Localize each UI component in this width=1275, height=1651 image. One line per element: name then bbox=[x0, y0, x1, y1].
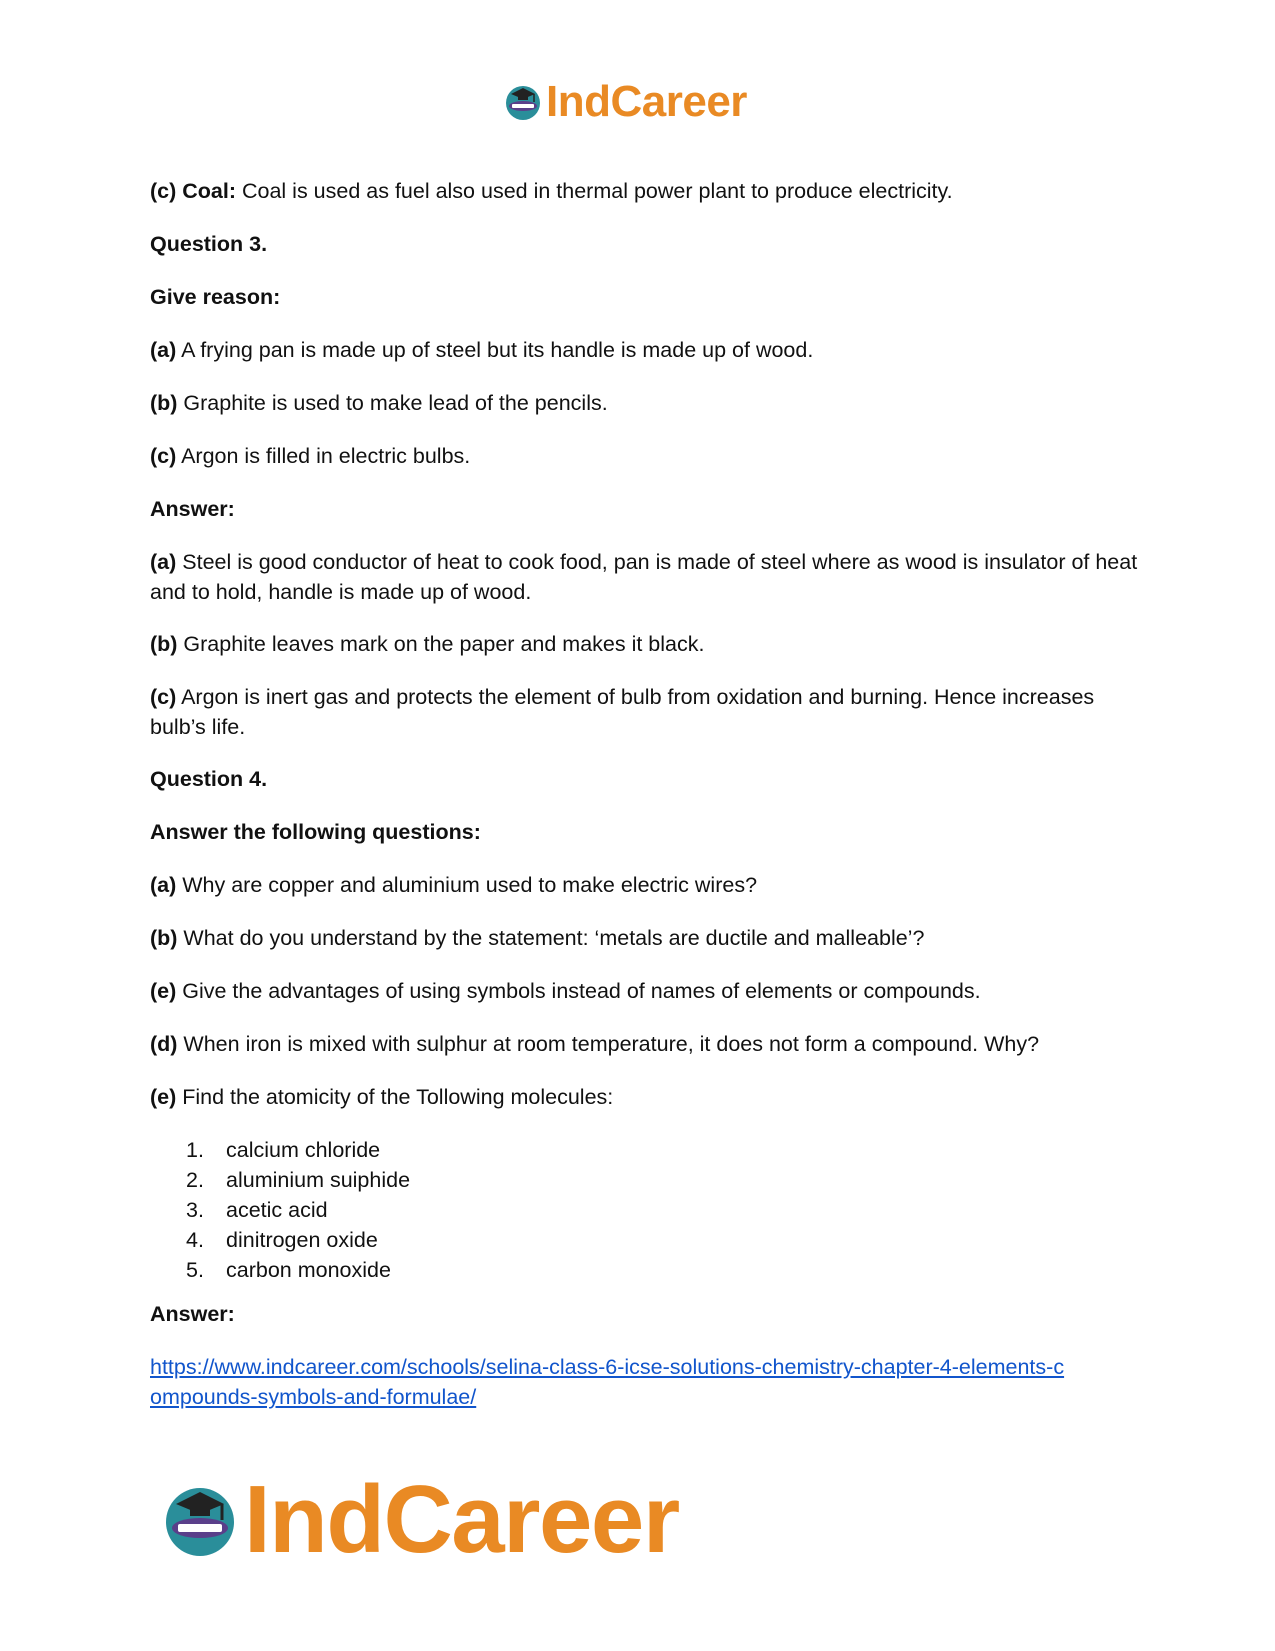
paragraph-coal bbox=[150, 176, 953, 206]
question-3c bbox=[150, 441, 470, 471]
answer-3a bbox=[150, 547, 1140, 607]
label-b: (b) bbox=[150, 632, 178, 656]
question-4a-text: Why are copper and aluminium used to make electric wires? bbox=[176, 873, 758, 897]
footer-logo-text: IndCareer bbox=[244, 1466, 679, 1573]
question-4e-second bbox=[150, 1082, 613, 1112]
label-a: (a) bbox=[150, 550, 177, 574]
label-c-coal: (c) Coal: bbox=[150, 179, 236, 203]
label-a: (a) bbox=[150, 873, 177, 897]
list-item bbox=[186, 1195, 410, 1225]
list-number: 2. bbox=[186, 1168, 204, 1192]
question-4e-first-text: Give the advantages of using symbols instead of names of elements or compounds. bbox=[176, 979, 981, 1003]
list-item bbox=[186, 1135, 410, 1165]
answer-3c bbox=[150, 682, 1140, 742]
list-text: calcium chloride bbox=[226, 1138, 381, 1162]
list-text: aluminium suiphide bbox=[226, 1168, 411, 1192]
answer-heading-1: Answer: bbox=[150, 497, 235, 521]
answer-link-block bbox=[150, 1352, 1064, 1412]
give-reason-heading: Give reason: bbox=[150, 285, 281, 309]
label-d: (d) bbox=[150, 1032, 178, 1056]
question-3a-text: A frying pan is made up of steel but its handle is made up of wood. bbox=[176, 338, 814, 362]
answer-link-line-1[interactable]: https://www.indcareer.com/schools/selina-class-6-icse-solutions-chemistry-chapter-4-elements-c bbox=[150, 1355, 1065, 1379]
answer-link-line-2[interactable]: ompounds-symbols-and-formulae/ bbox=[150, 1385, 477, 1409]
list-text: dinitrogen oxide bbox=[226, 1228, 378, 1252]
answer-3a-text: Steel is good conductor of heat to cook food, pan is made of steel where as wood is insulator of heat and to hold, handle is made up of wood. bbox=[150, 550, 1138, 604]
question-3b bbox=[150, 388, 608, 418]
question-4d-text: When iron is mixed with sulphur at room temperature, it does not form a compound. Why? bbox=[177, 1032, 1040, 1056]
list-number: 1. bbox=[186, 1138, 204, 1162]
question-3-heading: Question 3. bbox=[150, 232, 268, 256]
coal-text: Coal is used as fuel also used in thermal power plant to produce electricity. bbox=[236, 179, 953, 203]
footer-logo bbox=[160, 1466, 679, 1573]
question-4b bbox=[150, 923, 924, 953]
label-c: (c) bbox=[150, 685, 177, 709]
question-4b-text: What do you understand by the statement: ‘metals are ductile and malleable’? bbox=[177, 926, 925, 950]
header-logo bbox=[503, 77, 747, 126]
list-text: carbon monoxide bbox=[226, 1258, 391, 1282]
question-4d bbox=[150, 1029, 1039, 1059]
question-3a bbox=[150, 335, 813, 365]
question-4a bbox=[150, 870, 757, 900]
label-c: (c) bbox=[150, 444, 177, 468]
answer-3b-text: Graphite leaves mark on the paper and makes it black. bbox=[177, 632, 705, 656]
label-b: (b) bbox=[150, 391, 178, 415]
indcareer-logo-icon bbox=[160, 1480, 240, 1560]
label-e: (e) bbox=[150, 979, 177, 1003]
question-4-heading: Question 4. bbox=[150, 767, 268, 791]
answer-3b bbox=[150, 629, 704, 659]
list-item bbox=[186, 1165, 410, 1195]
indcareer-logo-icon bbox=[503, 82, 543, 122]
label-a: (a) bbox=[150, 338, 177, 362]
question-3c-text: Argon is filled in electric bulbs. bbox=[176, 444, 471, 468]
header-logo-text: IndCareer bbox=[546, 77, 747, 126]
answer-3c-text: Argon is inert gas and protects the element of bulb from oxidation and burning. Hence increases bulb’s life. bbox=[150, 685, 1095, 739]
list-number: 3. bbox=[186, 1198, 204, 1222]
label-e: (e) bbox=[150, 1085, 177, 1109]
list-text: acetic acid bbox=[226, 1198, 328, 1222]
answer-following-heading: Answer the following questions: bbox=[150, 820, 481, 844]
label-b: (b) bbox=[150, 926, 178, 950]
list-item bbox=[186, 1225, 410, 1255]
list-item bbox=[186, 1255, 410, 1285]
answer-heading-2: Answer: bbox=[150, 1302, 235, 1326]
question-4e-first bbox=[150, 976, 981, 1006]
list-number: 4. bbox=[186, 1228, 204, 1252]
question-3b-text: Graphite is used to make lead of the pencils. bbox=[177, 391, 608, 415]
question-4e-second-text: Find the atomicity of the Tollowing molecules: bbox=[176, 1085, 614, 1109]
list-number: 5. bbox=[186, 1258, 204, 1282]
molecules-list bbox=[186, 1135, 410, 1285]
